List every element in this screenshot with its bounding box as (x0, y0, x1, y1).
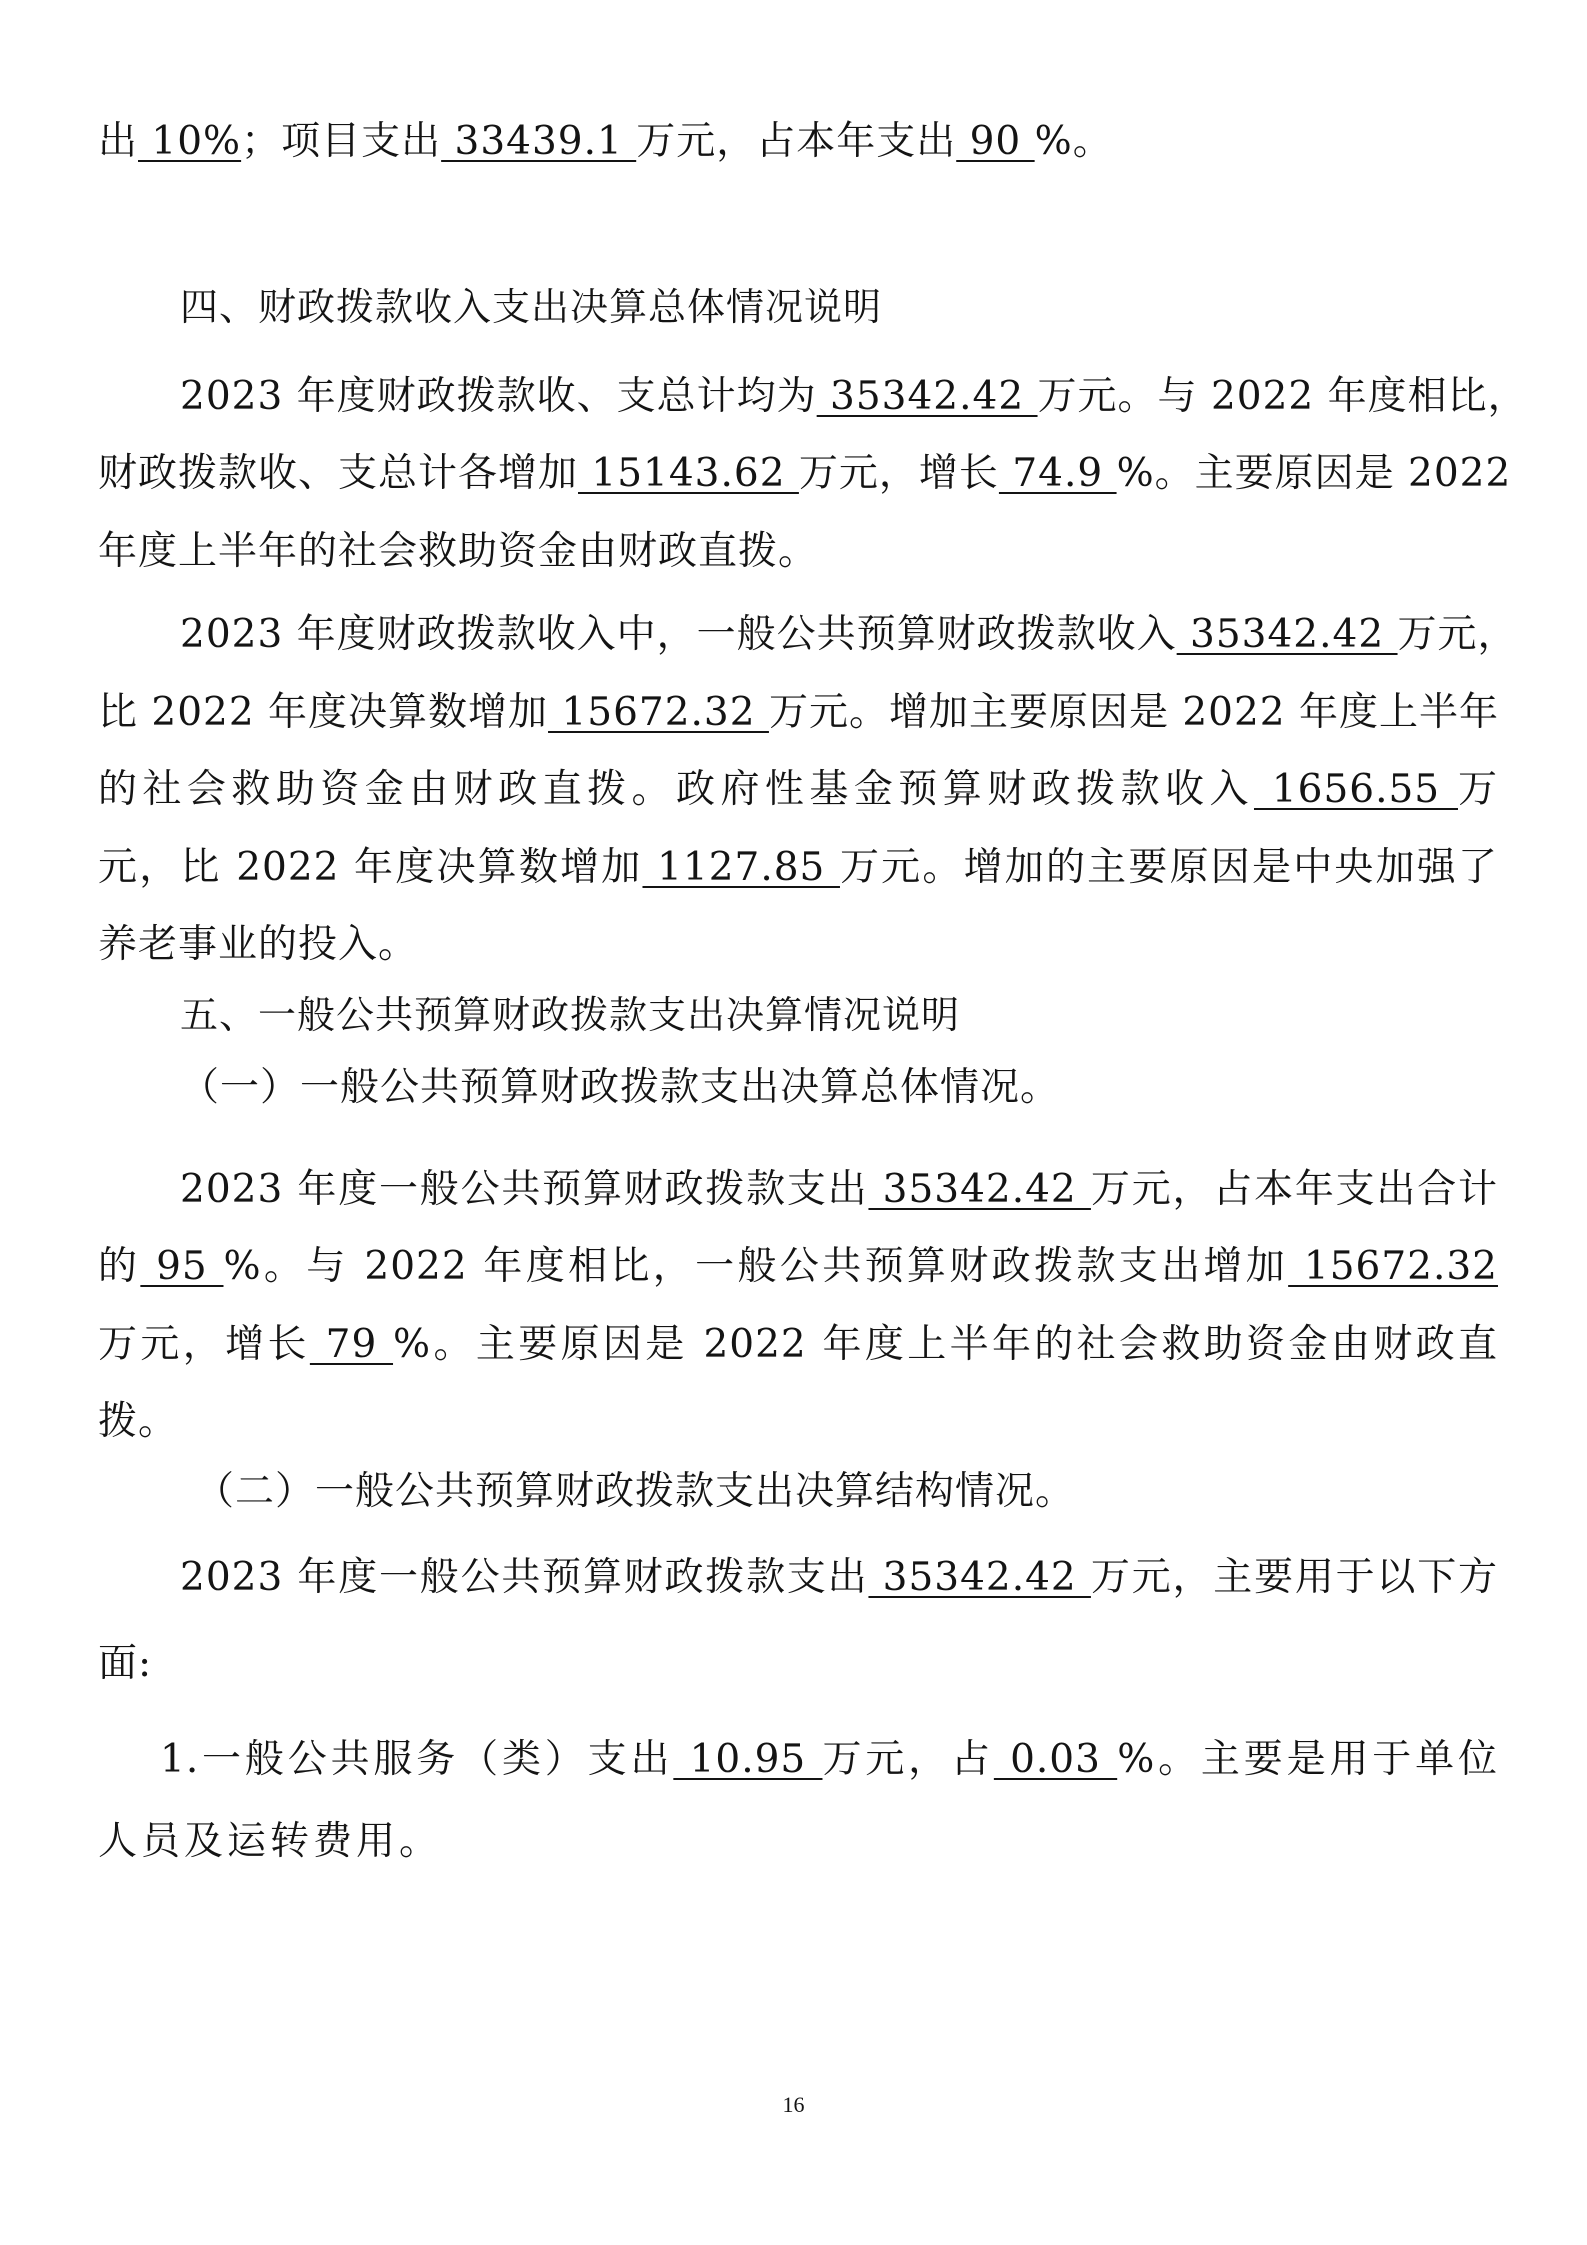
subsection-heading-2: （二）一般公共预算财政拨款支出决算结构情况。 (195, 1469, 1076, 1514)
blank-value: 95 (140, 1244, 224, 1289)
text-line-18: 2023 年度一般公共预算财政拨款支出 35342.42 万元，主要用于以下方 (180, 1555, 1498, 1600)
text-line-1: 出 10%；项目支出 33439.1 万元，占本年支出 90 %。 (98, 119, 1113, 164)
text-line-4: 财政拨款收、支总计各增加 15143.62 万元，增长 74.9 %。主要原因是 2022 (98, 451, 1512, 496)
text-line-21: 人员及运转费用。 (98, 1819, 443, 1864)
blank-value: 10% (138, 119, 242, 164)
text-line-7: 比 2022 年度决算数增加 15672.32 万元。增加主要原因是 2022 年度上半年 (98, 690, 1499, 735)
text-line-16: 拨。 (98, 1399, 179, 1444)
text-line-3: 2023 年度财政拨款收、支总计均为 35342.42 万元。与 2022 年度相比， (180, 374, 1528, 419)
blank-value: 35342.42 (816, 374, 1038, 419)
blank-value: 33439.1 (441, 119, 637, 164)
blank-value: 10.95 (673, 1737, 823, 1782)
text-line-8: 的社会救助资金由财政直拨。政府性基金预算财政拨款收入 1656.55 万 (98, 767, 1498, 812)
blank-value: 1656.55 (1253, 767, 1458, 812)
text-line-19: 面: (98, 1641, 153, 1686)
blank-value: 90 (956, 119, 1035, 164)
text-line-10: 养老事业的投入。 (98, 922, 419, 967)
blank-value: 15672.32 (1288, 1244, 1498, 1289)
text-line-6: 2023 年度财政拨款收入中，一般公共预算财政拨款收入 35342.42 万元， (180, 612, 1518, 657)
blank-value: 15672.32 (548, 690, 769, 735)
text-line-9: 元，比 2022 年度决算数增加 1127.85 万元。增加的主要原因是中央加强了 (98, 845, 1498, 890)
subsection-heading-1: （一）一般公共预算财政拨款支出决算总体情况。 (180, 1065, 1061, 1110)
blank-value: 79 (309, 1322, 394, 1367)
text-line-14: 的 95 %。与 2022 年度相比，一般公共预算财政拨款支出增加 15672.32 (98, 1244, 1498, 1289)
text-line-15: 万元，增长 79 %。主要原因是 2022 年度上半年的社会救助资金由财政直 (98, 1322, 1499, 1367)
blank-value: 0.03 (993, 1737, 1118, 1782)
blank-value: 35342.42 (868, 1555, 1091, 1600)
blank-value: 74.9 (998, 451, 1117, 496)
page-number: 16 (782, 2092, 805, 2117)
blank-value: 15143.62 (578, 451, 799, 496)
text-line-5: 年度上半年的社会救助资金由财政直拨。 (98, 529, 819, 574)
section-heading-5: 五、一般公共预算财政拨款支出决算情况说明 (180, 993, 961, 1037)
section-heading-4: 四、财政拨款收入支出决算总体情况说明 (180, 285, 883, 329)
blank-value: 1127.85 (642, 845, 840, 890)
blank-value: 35342.42 (868, 1167, 1091, 1212)
blank-value: 35342.42 (1176, 612, 1398, 657)
text-line-20: 1.一般公共服务（类）支出 10.95 万元，占 0.03 %。主要是用于单位 (160, 1737, 1498, 1782)
text-line-13: 2023 年度一般公共预算财政拨款支出 35342.42 万元，占本年支出合计 (180, 1167, 1498, 1212)
